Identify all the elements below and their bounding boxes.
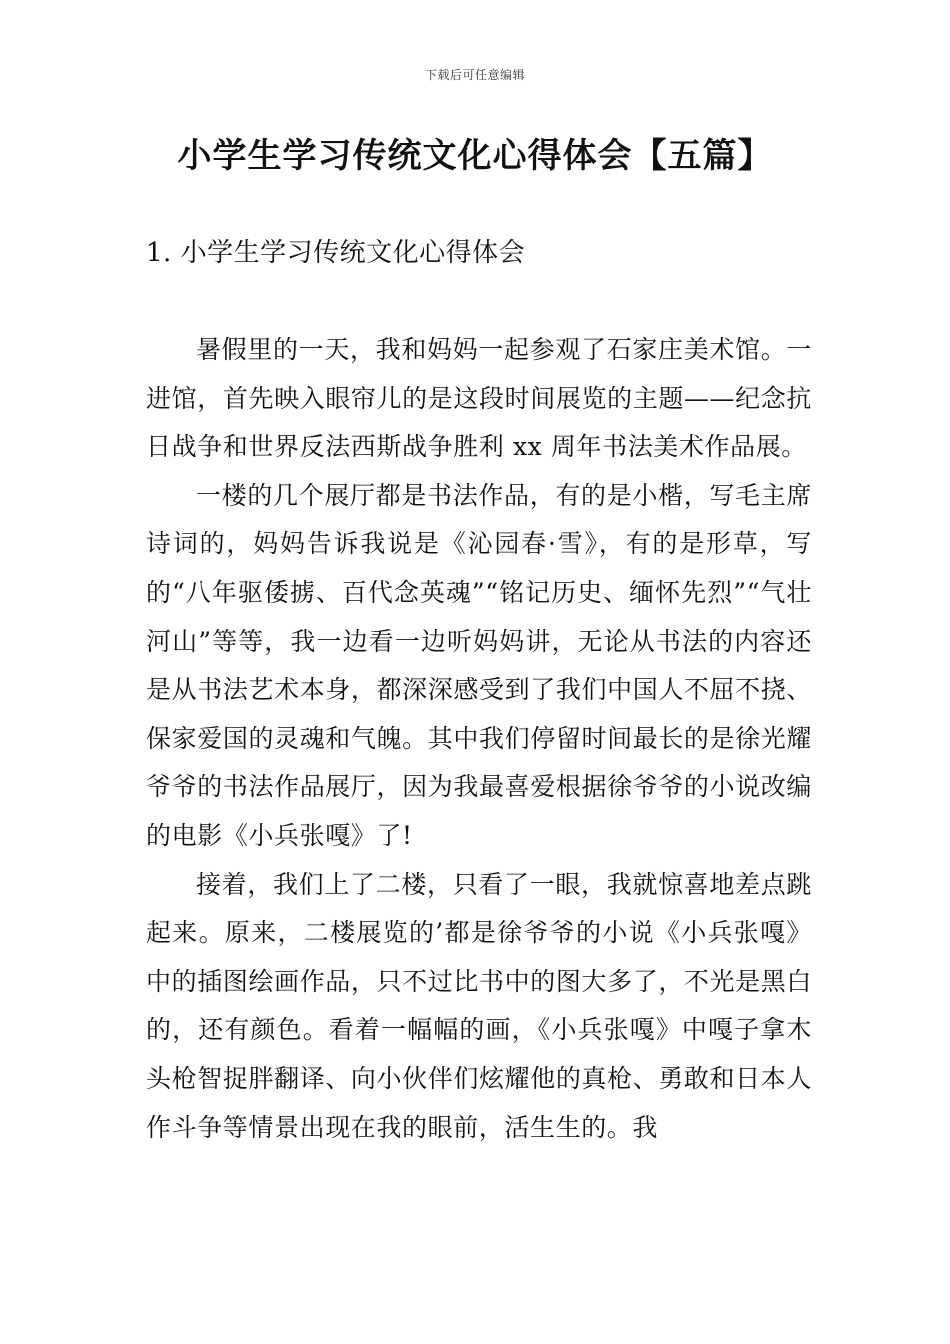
- paragraph: 暑假里的一天，我和妈妈一起参观了石家庄美术馆。一进馆，首先映入眼帘儿的是这段时间展览的主题——纪念抗日战争和世界反法西斯战争胜利 xx 周年书法美术作品展。: [146, 335, 812, 462]
- document-title: 小学生学习传统文化心得体会【五篇】: [177, 136, 773, 176]
- header-note: 下载后可任意编辑: [424, 68, 525, 82]
- body-text: [146, 326, 812, 1152]
- section-heading: 1. 小学生学习传统文化心得体会: [146, 238, 526, 268]
- paragraph: 接着，我们上了二楼，只看了一眼，我就惊喜地差点跳起来。原来，二楼展览的’都是徐爷爷的小说《小兵张嘎》中的插图绘画作品，只不过比书中的图大多了，不光是黑白的，还有颜色。看着一幅幅的画，《小兵张嘎》中嘎子拿木头枪智捉胖翻译、向小伙伴们炫耀他的真枪、勇敢和日本人作斗争等情景出现在我的眼前，活生生的。我: [146, 869, 812, 1142]
- paragraph: 一楼的几个展厅都是书法作品，有的是小楷，写毛主席诗词的，妈妈告诉我说是《沁园春·雪》，有的是形草，写的“八年驱倭掳、百代念英魂”“铭记历史、缅怀先烈”“气壮河山”等等，我一边看一边听妈妈讲，无论从书法的内容还是从书法艺术本身，都深深感受到了我们中国人不屈不挠、保家爱国的灵魂和气魄。其中我们停留时间最长的是徐光耀爷爷的书法作品展厅，因为我最喜爱根据徐爷爷的小说改编的电影《小兵张嘎》了!: [146, 480, 812, 850]
